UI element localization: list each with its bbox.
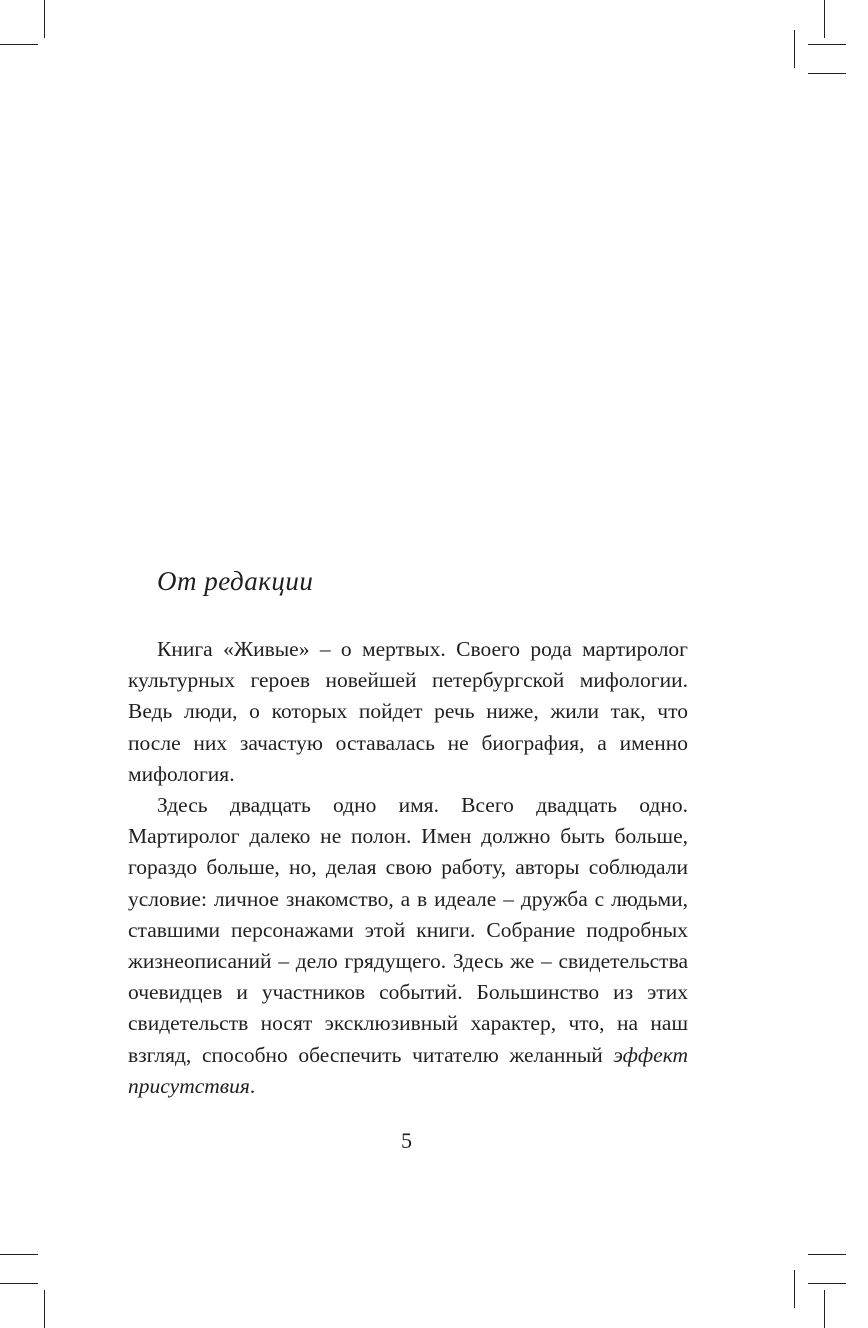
body-text: [128, 634, 688, 1102]
crop-mark: [808, 1283, 846, 1284]
crop-mark: [794, 30, 795, 68]
crop-mark: [824, 0, 825, 38]
crop-mark: [0, 44, 38, 45]
crop-mark: [808, 44, 846, 45]
crop-mark: [44, 1290, 45, 1328]
paragraph: [128, 790, 688, 1102]
crop-mark: [44, 0, 45, 38]
emphasis-text: эффект присутствия: [128, 1042, 688, 1098]
paragraph-text-end: .: [249, 1073, 256, 1098]
crop-mark: [0, 1283, 38, 1284]
paragraph: Книга «Живые» – о мертвых. Своего рода мартиролог культурных героев новейшей петербургской мифологии. Ведь люди, о которых пойдет речь ниже, жили так, что после них зачастую оставалась не биография, а именно мифология.: [128, 637, 688, 786]
paragraph-text: Здесь двадцать одно имя. Всего двадцать одно. Мартиролог далеко не полон. Имен должно быть больше, гораздо больше, но, делая свою работу, авторы соблюдали условие: личное знакомство, а в идеале – дружба с людьми, ставшими персонажами этой книги. Собрание подробных жизнеописаний – дело грядущего. Здесь же – свидетельства очевидцев и участников событий. Большинство из этих свидетельств носят эксклюзивный характер, что, на наш взгляд, способно обеспечить читателю желанный: [128, 793, 688, 1067]
crop-mark: [808, 73, 846, 74]
crop-mark: [0, 1254, 38, 1255]
page-number: 5: [401, 1128, 412, 1153]
section-heading: От редакции: [157, 566, 314, 596]
crop-mark: [824, 1290, 825, 1328]
crop-mark: [808, 1254, 846, 1255]
crop-mark: [794, 1270, 795, 1308]
